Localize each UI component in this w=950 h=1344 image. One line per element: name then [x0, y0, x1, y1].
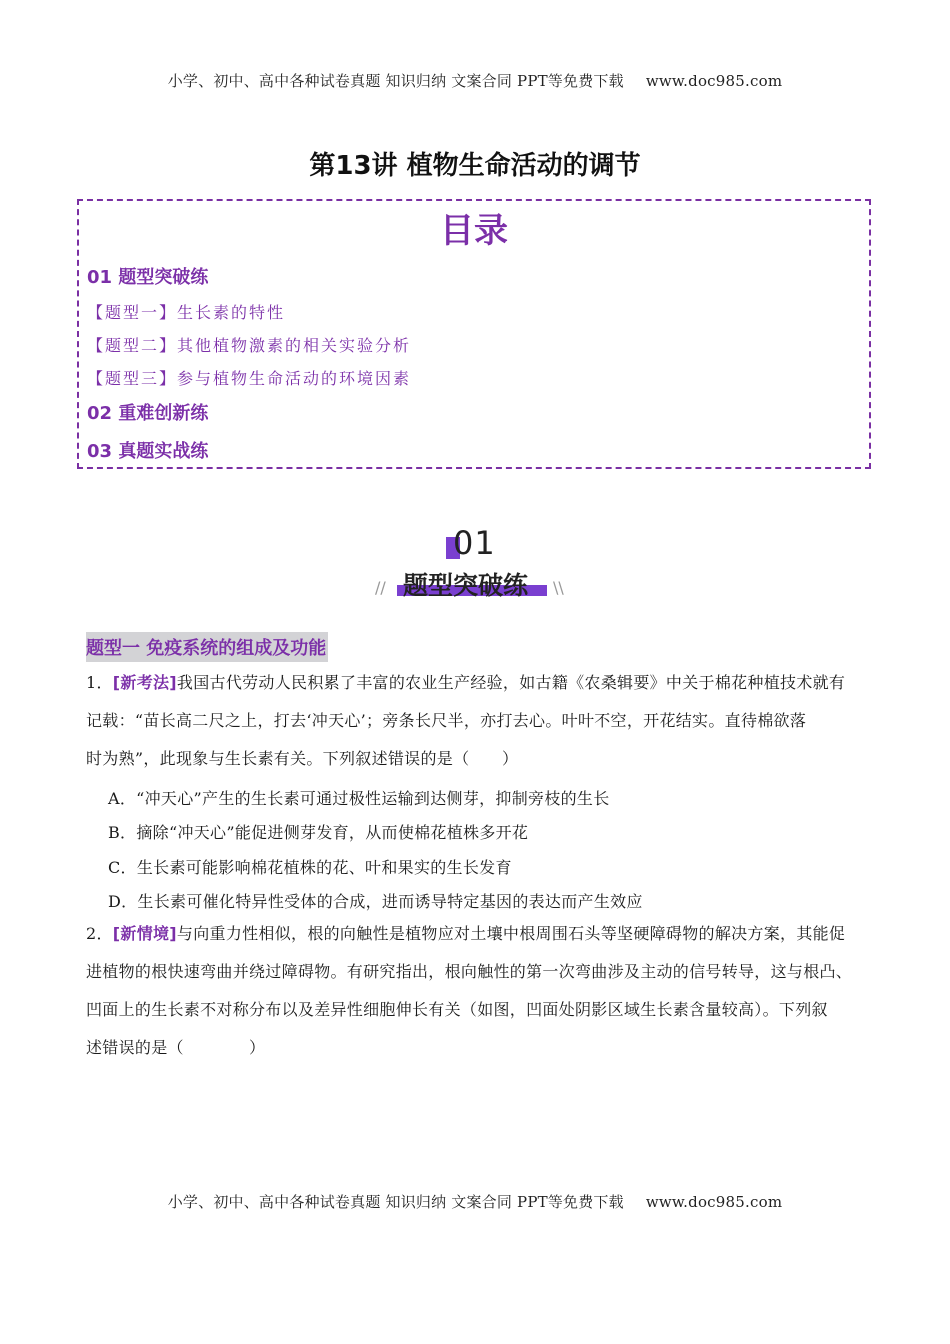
page-header — [0, 70, 950, 91]
q1-line3: 时为熟”，此现象与生长素有关。下列叙述错误的是（ ） — [86, 749, 519, 768]
question-2 — [86, 915, 866, 1067]
q2-number: 2． — [86, 924, 113, 943]
footer-text: 小学、初中、高中各种试卷真题 知识归纳 文案合同 PPT等免费下载 — [167, 1193, 624, 1211]
document-title: 第13讲 植物生命活动的调节 — [309, 151, 641, 181]
q1-tag: [新考法] — [112, 673, 177, 692]
q2-line3: 凹面上的生长素不对称分布以及差异性细胞伸长有关（如图，凹面处阴影区域生长素含量较高）。下列叙 — [86, 1000, 828, 1019]
header-text: 小学、初中、高中各种试卷真题 知识归纳 文案合同 PPT等免费下载 — [167, 72, 624, 90]
toc-section-3: 03 真题实战练 — [87, 441, 209, 462]
q2-line1: 与向重力性相似，根的向触性是植物应对土壤中根周围石头等坚硬障碍物的解决方案，其能促 — [176, 924, 846, 943]
footer-url[interactable]: www.doc985.com — [645, 1193, 783, 1211]
q1-option-b: B．摘除“冲天心”能促进侧芽发育，从而使棉花植株多开花 — [108, 823, 529, 842]
toc-section-1: 01 题型突破练 — [87, 267, 209, 288]
toc-item-1: 【题型一】生长素的特性 — [87, 303, 286, 322]
banner-number: 01 — [453, 524, 496, 562]
toc-item-3: 【题型三】参与植物生命活动的环境因素 — [87, 369, 412, 388]
q2-line2: 进植物的根快速弯曲并绕过障碍物。有研究指出，根向触性的第一次弯曲涉及主动的信号转导，这与根凸、 — [86, 962, 853, 981]
q2-line4: 述错误的是（ ） — [86, 1038, 266, 1057]
type-heading: 题型一 免疫系统的组成及功能 — [86, 632, 328, 662]
toc-section-2: 02 重难创新练 — [87, 403, 209, 424]
q1-option-c: C．生长素可能影响棉花植株的花、叶和果实的生长发育 — [108, 858, 512, 877]
header-url[interactable]: www.doc985.com — [645, 72, 783, 90]
q1-line1: 我国古代劳动人民积累了丰富的农业生产经验，如古籍《农桑辑要》中关于棉花种植技术就有 — [176, 673, 846, 692]
q1-line2: 记载：“苗长高二尺之上，打去‘冲天心’；旁条长尺半，亦打去心。叶叶不空，开花结实。直待棉欲落 — [86, 711, 807, 730]
banner-slash-left: // — [375, 578, 386, 597]
q1-option-a: A．“冲天心”产生的生长素可通过极性运输到达侧芽，抑制旁枝的生长 — [108, 789, 610, 808]
table-of-contents — [77, 199, 871, 469]
toc-heading: 目录 — [440, 211, 508, 251]
q2-tag: [新情境] — [112, 924, 177, 943]
q1-number: 1． — [86, 673, 113, 692]
q1-option-d: D．生长素可催化特异性受体的合成，进而诱导特定基因的表达而产生效应 — [108, 892, 643, 911]
page-footer — [0, 1191, 950, 1212]
banner-label: 题型突破练 — [403, 571, 529, 600]
question-1 — [86, 664, 866, 778]
section-banner — [375, 522, 575, 602]
toc-item-2: 【题型二】其他植物激素的相关实验分析 — [87, 336, 412, 355]
banner-slash-right: \\ — [553, 578, 564, 597]
